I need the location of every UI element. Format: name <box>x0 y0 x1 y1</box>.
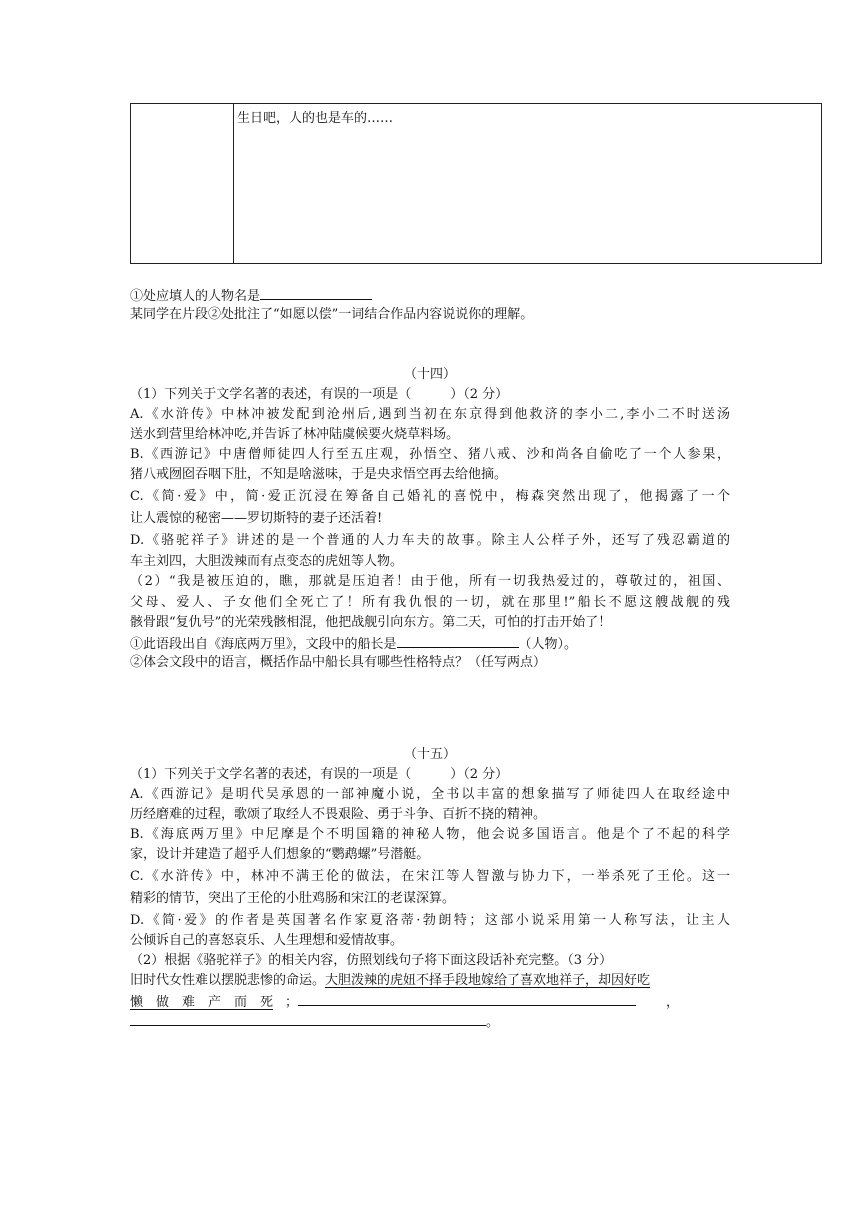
question-text-suffix: （人物）。 <box>518 637 578 652</box>
question-text: ①此语段出自《海底两万里》，文段中的船长是 <box>130 637 397 652</box>
s15-option-a-line2: 历经磨难的过程，歌颂了取经人不畏艰险、勇于斗争、百折不挠的精神。 <box>130 807 547 822</box>
excerpt-table <box>130 103 822 264</box>
lead-sentence: 旧时代女性难以摆脱悲惨的命运。 <box>130 973 326 988</box>
s14-passage-line2: 父母、爱人、子女他们全死亡了！所有我仇恨的一切，就在那里!”船长不愿这艘战舰的残 <box>130 595 730 610</box>
s14-q2-1 <box>130 633 730 655</box>
s14-passage-line1: （2）“我是被压迫的，瞧，那就是压迫者！由于他，所有一切我热爱过的，尊敬过的，祖国、 <box>130 574 730 589</box>
s14-q2-2: ②体会文段中的语言，概括作品中船长具有哪些性格特点？（任写两点） <box>130 655 547 670</box>
s14-option-b-line2: 猪八戒囫囵吞咽下肚，不知是啥滋味，于是央求悟空再去给他摘。 <box>130 467 508 482</box>
s15-q2: （2）根据《骆驼祥子》的相关内容，仿照划线句子将下面这段话补充完整。（3 分） <box>130 953 613 968</box>
s15-q1: （1）下列关于文学名著的表述，有误的一项是（ ）（2 分） <box>130 767 509 782</box>
underlined-model-sentence: 大胆泼辣的虎妞不择手段地嫁给了喜欢地祥子，却因好吃 <box>325 973 651 988</box>
answer-blank[interactable] <box>130 1011 486 1026</box>
period: 。 <box>486 1015 500 1030</box>
answer-blank[interactable] <box>298 991 636 1006</box>
s14-option-c-line2: 让人震惊的秘密——罗切斯特的妻子还活着! <box>130 511 383 526</box>
s15-option-c-line1: C.《水浒传》中，林冲不满王伦的做法，在宋江等人智激与协力下，一举杀死了王伦。这一 <box>130 869 730 884</box>
answer-blank[interactable] <box>260 285 372 300</box>
table-cell-text: 生日吧，人的也是车的…… <box>237 111 394 126</box>
s15-fill-line2 <box>130 991 730 1013</box>
s14-passage-line3: 骸骨跟“复仇号”的光荣残骸相混，他把战舰引向东方。第二天，可怕的打击开始了！ <box>130 615 612 630</box>
comma: ， <box>666 995 680 1010</box>
s15-fill-line1 <box>130 971 730 991</box>
s14-option-a-line2: 送水到营里给林冲吃,并告诉了林冲陆虞候要火烧草料场。 <box>130 427 460 442</box>
s15-fill-line3 <box>130 1011 730 1033</box>
s14-option-a-line1: A.《水浒传》中林冲被发配到沧州后,遇到当初在东京得到他救济的李小二,李小二不时送汤 <box>130 407 730 422</box>
section-14-title: （十四） <box>403 367 456 382</box>
s15-option-a-line1: A.《西游记》是明代吴承恩的一部神魔小说，全书以丰富的想象描写了师徒四人在取经途中 <box>130 787 730 802</box>
s15-option-d-line2: 公倾诉自己的喜怒哀乐、人生理想和爱情故事。 <box>130 933 404 948</box>
s14-option-b-line1: B.《西游记》中唐僧师徒四人行至五庄观，孙悟空、猪八戒、沙和尚各自偷吃了一个人参果， <box>130 447 730 462</box>
semicolon: ； <box>285 995 299 1010</box>
s15-option-d-line1: D.《简·爱》的作者是英国著名作家夏洛蒂·勃朗特；这部小说采用第一人称写法，让主人 <box>130 913 730 928</box>
s14-option-c-line1: C.《简·爱》中，简·爱正沉浸在筹备自己婚礼的喜悦中，梅森突然出现了，他揭露了一个 <box>130 489 730 504</box>
s15-option-c-line2: 精彩的情节，突出了王伦的小肚鸡肠和宋江的老谋深算。 <box>130 891 456 906</box>
answer-blank[interactable] <box>397 633 519 648</box>
question-annotation: 某同学在片段②处批注了“如愿以偿”一词结合作品内容说说你的理解。 <box>130 307 534 322</box>
s15-option-b-line2: 家，设计并建造了超乎人们想象的“鹦鹉螺”号潜艇。 <box>130 847 430 862</box>
s14-option-d-line1: D.《骆驼祥子》讲述的是一个普通的人力车夫的故事。除主人公样子外，还写了残忍霸道的 <box>130 533 730 548</box>
section-15-title: （十五） <box>403 747 456 762</box>
underlined-model-sentence-end: 懒 做 难 产 而 死 <box>130 995 274 1010</box>
s14-option-d-line2: 车主刘四，大胆泼辣而有点变态的虎妞等人物。 <box>130 554 404 569</box>
table-column-divider <box>233 104 234 263</box>
s14-q1: （1）下列关于文学名著的表述，有误的一项是（ ）（2 分） <box>130 387 509 402</box>
s15-option-b-line1: B.《海底两万里》中尼摩是个不明国籍的神秘人物，他会说多国语言。他是个了不起的科学 <box>130 827 730 842</box>
question-name-fill <box>130 285 730 307</box>
question-text: ①处应填人的人物名是 <box>130 289 261 304</box>
